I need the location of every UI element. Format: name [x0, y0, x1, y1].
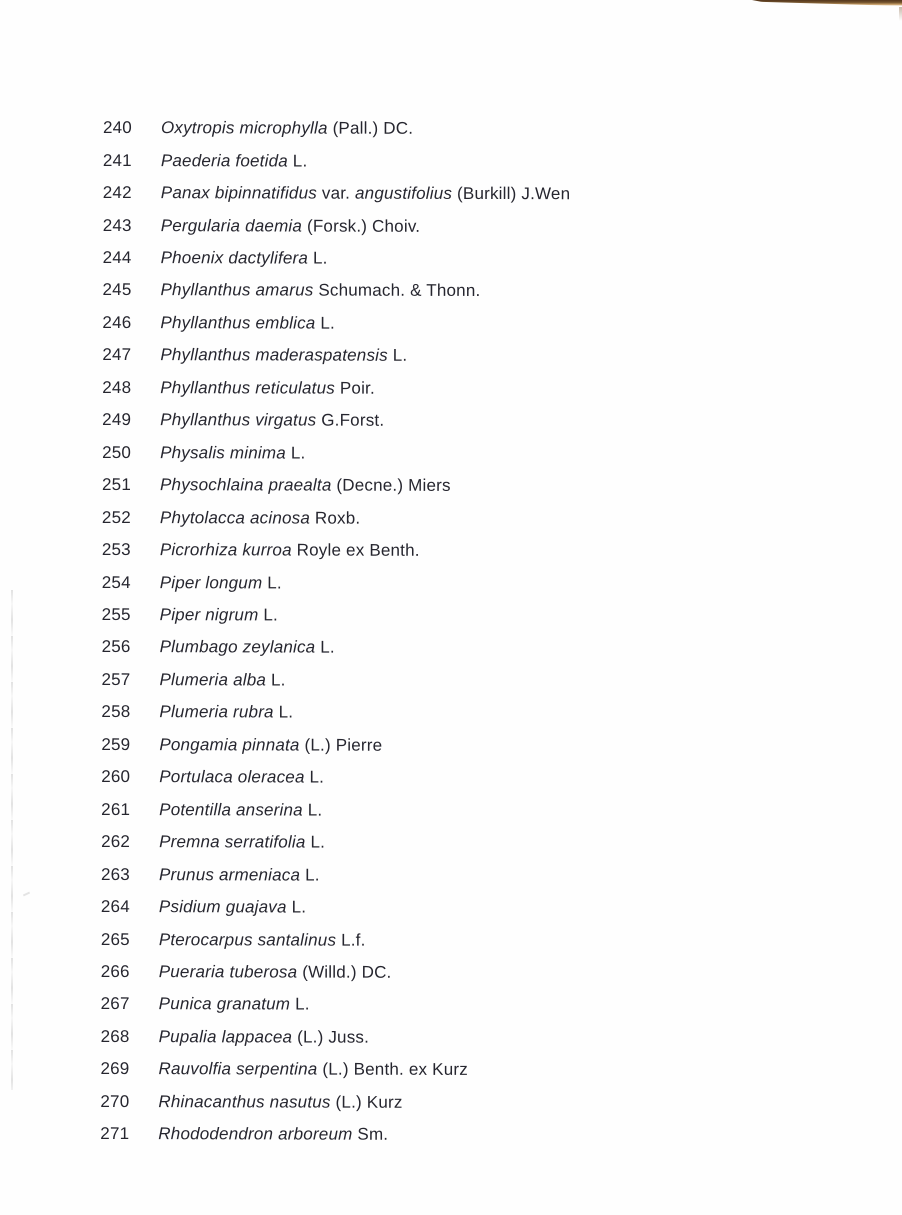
- entry-number: 257: [101, 669, 131, 689]
- list-item: [102, 404, 570, 438]
- entry-number: 266: [100, 961, 130, 982]
- species-name: Piper longum L.: [159, 572, 282, 593]
- entry-number: 269: [100, 1059, 130, 1079]
- species-name: Picrorhiza kurroa Royle ex Benth.: [159, 540, 420, 560]
- species-name: Panax bipinnatifidus var. angustifolius (Burkill) J.Wen: [160, 183, 571, 204]
- list-item: [102, 469, 570, 503]
- entry-number: 255: [101, 605, 131, 625]
- entry-number: 245: [102, 280, 132, 300]
- list-item: [101, 729, 569, 763]
- species-name: Punica granatum L.: [158, 994, 310, 1014]
- species-name: Phyllanthus reticulatus Poir.: [160, 377, 375, 398]
- page-edge-scan-artifact: [752, 0, 902, 6]
- entry-number: 265: [100, 929, 130, 949]
- species-name: Plumbago zeylanica L.: [159, 637, 335, 658]
- species-name: Piper nigrum L.: [159, 605, 279, 625]
- list-item: [100, 1086, 568, 1120]
- entry-number: 263: [100, 864, 130, 884]
- list-item: [101, 826, 569, 860]
- list-item: [101, 988, 569, 1022]
- species-name: Physochlaina praealta (Decne.) Miers: [159, 475, 451, 496]
- entry-number: 264: [100, 897, 130, 917]
- list-item: [101, 858, 569, 892]
- entry-number: 259: [101, 734, 131, 754]
- entry-number: 270: [100, 1091, 130, 1111]
- entry-number: 261: [101, 799, 131, 819]
- entry-number: 244: [102, 248, 132, 268]
- species-name: Pueraria tuberosa (Willd.) DC.: [158, 962, 392, 982]
- species-name: Oxytropis microphylla (Pall.) DC.: [160, 118, 414, 139]
- list-item: [103, 112, 571, 146]
- species-name: Rauvolfia serpentina (L.) Benth. ex Kurz: [158, 1059, 468, 1080]
- species-name: Phyllanthus amarus Schumach. & Thonn.: [160, 280, 481, 301]
- species-name: Phyllanthus virgatus G.Forst.: [160, 410, 385, 431]
- entry-number: 262: [101, 832, 131, 852]
- species-name: Potentilla anserina L.: [159, 799, 323, 820]
- species-name: Phyllanthus maderaspatensis L.: [160, 345, 408, 366]
- species-name: Rhinacanthus nasutus (L.) Kurz: [158, 1091, 403, 1112]
- list-item: [102, 372, 570, 406]
- entry-number: 253: [101, 540, 131, 560]
- entry-number: 248: [102, 377, 132, 397]
- list-item: [102, 534, 570, 568]
- species-name: Phyllanthus emblica L.: [160, 313, 335, 333]
- species-list: [100, 112, 570, 1152]
- list-item: [103, 144, 571, 178]
- list-item: [102, 631, 570, 665]
- list-item: [102, 566, 570, 600]
- entry-number: 251: [101, 475, 132, 495]
- list-item: [103, 209, 571, 243]
- entry-number: 271: [100, 1124, 130, 1144]
- entry-number: 260: [101, 767, 131, 787]
- list-item: [101, 923, 569, 957]
- list-item: [102, 307, 570, 341]
- species-name: Plumeria alba L.: [159, 670, 286, 690]
- list-item: [102, 274, 570, 308]
- list-item: [102, 339, 570, 373]
- species-name: Prunus armeniaca L.: [158, 864, 320, 885]
- species-name: Phytolacca acinosa Roxb.: [159, 507, 361, 528]
- entry-number: 247: [102, 345, 132, 365]
- list-item: [101, 891, 569, 925]
- species-name: Pergularia daemia (Forsk.) Choiv.: [160, 215, 421, 236]
- entry-number: 241: [102, 150, 132, 170]
- species-name: Pterocarpus santalinus L.f.: [158, 929, 366, 950]
- entry-number: 243: [102, 215, 132, 235]
- scan-scratch-artifact-small: [23, 892, 30, 897]
- species-name: Portulaca oleracea L.: [159, 767, 325, 787]
- species-name: Phoenix dactylifera L.: [160, 248, 328, 268]
- species-name: Paederia foetida L.: [160, 150, 308, 171]
- list-item: [101, 1021, 569, 1055]
- list-item: [101, 696, 569, 730]
- list-item: [100, 1118, 568, 1152]
- species-name: Rhododendron arboreum Sm.: [158, 1124, 389, 1145]
- species-name: Pongamia pinnata (L.) Pierre: [159, 734, 383, 755]
- list-item: [103, 177, 571, 211]
- species-name: Physalis minima L.: [160, 442, 306, 463]
- entry-number: 268: [100, 1026, 130, 1046]
- list-item: [101, 956, 569, 990]
- entry-number: 267: [100, 994, 130, 1014]
- species-name: Premna serratifolia L.: [159, 832, 326, 852]
- entry-number: 242: [102, 183, 132, 203]
- list-item: [103, 242, 571, 276]
- list-item: [102, 437, 570, 471]
- entry-number: 250: [102, 442, 132, 462]
- list-item: [102, 599, 570, 633]
- species-name: Psidium guajava L.: [158, 897, 307, 917]
- entry-number: 256: [101, 637, 131, 657]
- list-item: [101, 794, 569, 828]
- list-item: [102, 501, 570, 535]
- list-item: [101, 664, 569, 698]
- entry-number: 249: [102, 410, 132, 430]
- species-name: Pupalia lappacea (L.) Juss.: [158, 1027, 370, 1047]
- entry-number: 246: [102, 312, 132, 333]
- species-name: Plumeria rubra L.: [159, 702, 294, 722]
- entry-number: 240: [102, 118, 132, 138]
- list-item: [101, 761, 569, 795]
- entry-number: 258: [101, 702, 131, 722]
- scan-scratch-artifact: [11, 590, 13, 1090]
- entry-number: 252: [101, 507, 131, 527]
- list-item: [100, 1053, 568, 1087]
- entry-number: 254: [101, 572, 131, 592]
